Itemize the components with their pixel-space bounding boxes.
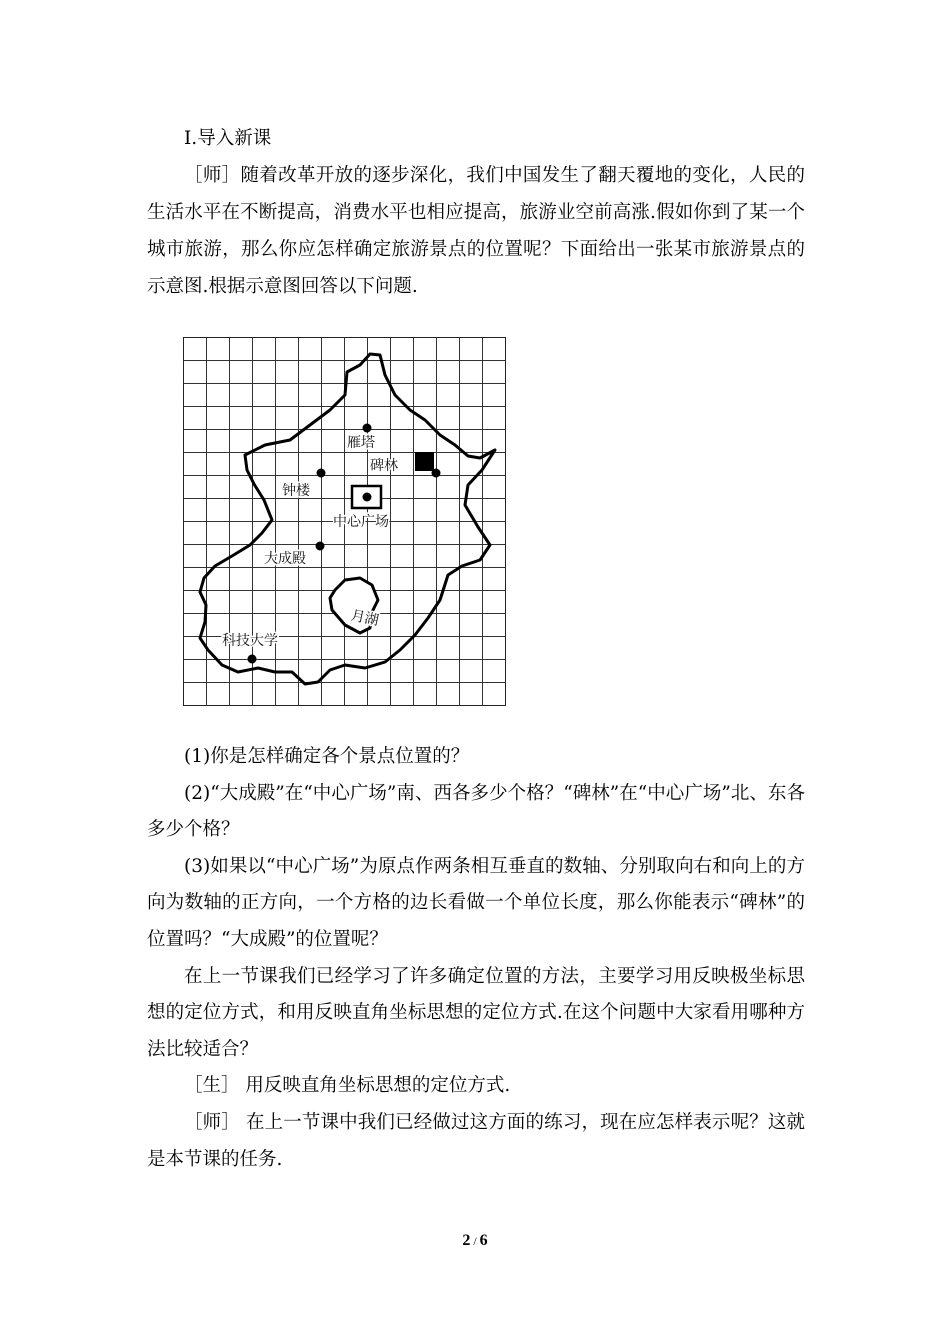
label-center-square: 中心广场 — [333, 514, 389, 530]
page-separator: / — [473, 1234, 477, 1248]
page-current: 2 — [462, 1232, 471, 1249]
marker-beilin-square — [415, 452, 434, 471]
question-2: (2)“大成殿”在“中心广场”南、西各多少个格？“碑林”在“中心广场”北、东各多少个格？ — [147, 782, 805, 841]
section-heading: I.导入新课 — [184, 128, 272, 149]
marker-dachengdian — [316, 542, 325, 551]
marker-center-square — [363, 493, 372, 502]
question-3: (3)如果以“中心广场”为原点作两条相互垂直的数轴、分别取向右和向上的方向为数轴的正方向，一个方格的边长看做一个单位长度，那么你能表示“碑林”的位置吗？“大成殿”的位置呢？ — [147, 855, 805, 950]
intro-paragraph: ［师］随着改革开放的逐步深化，我们中国发生了翻天覆地的变化，人民的生活水平在不断提高，消费水平也相应提高，旅游业空前高涨.假如你到了某一个城市旅游，那么你应怎样确定旅游景点的位置呢？下面给出一张某市旅游景点的示意图.根据示意图回答以下问题. — [147, 165, 805, 297]
student-answer: ［生］ 用反映直角坐标思想的定位方式. — [184, 1075, 511, 1097]
teacher-remark: ［师］ 在上一节课中我们已经做过这方面的练习，现在应怎样表示呢？这就是本节课的任务. — [147, 1111, 805, 1170]
page-number — [375, 1232, 575, 1250]
tourist-map-svg — [183, 337, 508, 708]
label-yanta: 雁塔 — [347, 435, 375, 451]
marker-university — [248, 655, 257, 664]
question-1: (1)你是怎样确定各个景点位置的？ — [184, 746, 470, 767]
label-beilin: 碑林 — [370, 458, 398, 474]
marker-zhonglou — [317, 469, 326, 478]
tourist-map-figure — [183, 337, 508, 708]
marker-yanta — [363, 424, 372, 433]
intro-section — [147, 120, 805, 305]
label-zhonglou: 钟楼 — [282, 483, 310, 499]
label-lake: 月湖 — [349, 607, 381, 630]
label-dachengdian: 大成殿 — [264, 551, 306, 567]
page-total: 6 — [479, 1232, 488, 1249]
label-university: 科技大学 — [222, 633, 278, 649]
questions-section — [147, 739, 805, 1178]
review-paragraph: 在上一节课我们已经学习了许多确定位置的方法，主要学习用反映极坐标思想的定位方式，和用反映直角坐标思想的定位方式.在这个问题中大家看用哪种方法比较适合？ — [147, 965, 805, 1060]
marker-beilin — [432, 469, 441, 478]
